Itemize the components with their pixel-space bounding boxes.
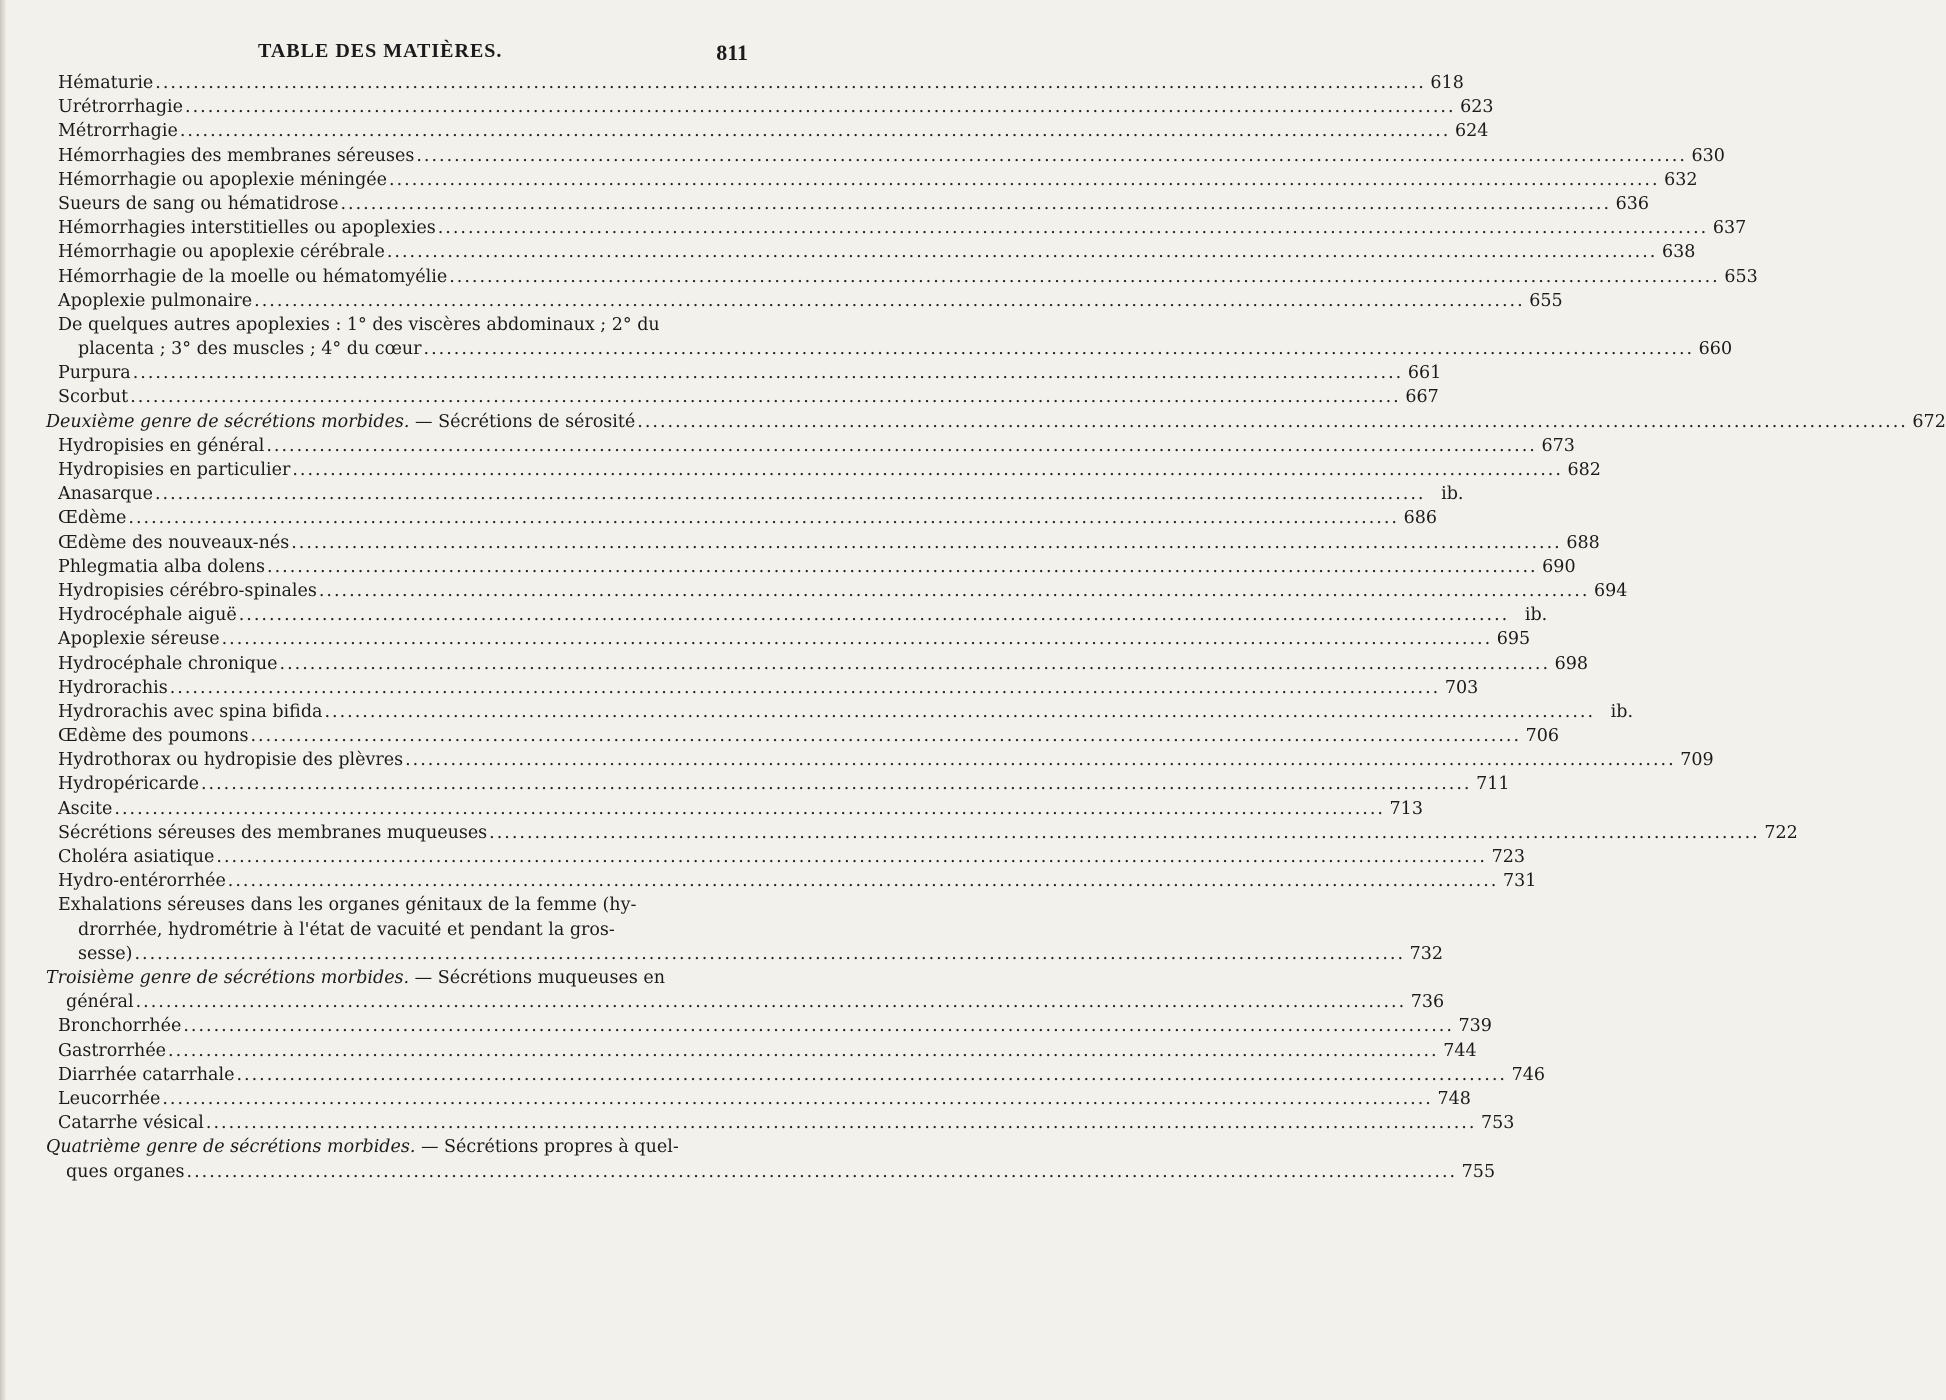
toc-genre-heading: Quatrième genre de sécrétions morbides. — Sécrétions propres à quel- ques organes ..... 755 [46, 1135, 751, 1183]
toc-entry: Œdème ..... 686 [58, 506, 751, 530]
toc-entry: Hydropisies en particulier ..... 682 [58, 458, 751, 482]
toc-entry: Hydropisies cérébro-spinales ..... 694 [58, 579, 751, 603]
toc-entry: Métrorrhagie ..... 624 [58, 119, 751, 143]
toc-entry: Hydropéricarde ..... 711 [58, 772, 751, 796]
toc-entry: Hémorrhagie ou apoplexie cérébrale ..... 638 [58, 240, 751, 264]
toc-entry: Hémorrhagie de la moelle ou hématomyélie ..... 653 [58, 265, 751, 289]
toc-entry: Ascite ..... 713 [58, 797, 751, 821]
toc-entry: Anasarque ..... ib. [58, 482, 751, 506]
toc-entry: Choléra asiatique ..... 723 [58, 845, 751, 869]
toc-entry: Gastrorrhée ..... 744 [58, 1039, 751, 1063]
table-of-contents [46, 71, 1946, 1184]
toc-entry: Scorbut ..... 667 [58, 385, 751, 409]
toc-entry: Hydrorachis ..... 703 [58, 676, 751, 700]
toc-entry: Œdème des nouveaux-nés ..... 688 [58, 531, 751, 555]
toc-entry-multiline: Exhalations séreuses dans les organes génitaux de la femme (hy- drorrhée, hydrométrie à l'état de vacuité et pendant la gros- sesse) ..... 732 [58, 893, 751, 966]
toc-entry: Urétrorrhagie ..... 623 [58, 95, 751, 119]
toc-entry: Hydrorachis avec spina bifida ..... ib. [58, 700, 751, 724]
toc-entry: Phlegmatia alba dolens ..... 690 [58, 555, 751, 579]
toc-entry-multiline: De quelques autres apoplexies : 1° des viscères abdominaux ; 2° du placenta ; 3° des muscles ; 4° du cœur ..... 660 [58, 313, 751, 361]
toc-entry: Hydrocéphale aiguë ..... ib. [58, 603, 751, 627]
toc-entry: Hémorrhagies des membranes séreuses ..... 630 [58, 144, 751, 168]
toc-entry: Apoplexie pulmonaire ..... 655 [58, 289, 751, 313]
toc-entry: Apoplexie séreuse ..... 695 [58, 627, 751, 651]
toc-entry: Hydropisies en général ..... 673 [58, 434, 751, 458]
toc-entry: Hydro-entérorrhée ..... 731 [58, 869, 751, 893]
toc-entry: Hémorrhagie ou apoplexie méningée ..... 632 [58, 168, 751, 192]
running-title: TABLE DES MATIÈRES. [258, 40, 503, 62]
page-number: 811 [716, 40, 748, 65]
page-edge [0, 0, 6, 1400]
toc-entry: Œdème des poumons ..... 706 [58, 724, 751, 748]
toc-entry: Sécrétions séreuses des membranes muqueuses ..... 722 [58, 821, 751, 845]
toc-entry: Hémorrhagies interstitielles ou apoplexies ..... 637 [58, 216, 751, 240]
toc-entry: Leucorrhée ..... 748 [58, 1087, 751, 1111]
toc-entry: Purpura ..... 661 [58, 361, 751, 385]
toc-entry: Catarrhe vésical ..... 753 [58, 1111, 751, 1135]
page-header [58, 40, 748, 70]
toc-entry: Hématurie ..... 618 [58, 71, 751, 95]
toc-entry: Hydrothorax ou hydropisie des plèvres ..... 709 [58, 748, 751, 772]
toc-entry: Sueurs de sang ou hématidrose ..... 636 [58, 192, 751, 216]
toc-entry: Hydrocéphale chronique ..... 698 [58, 652, 751, 676]
toc-genre-heading: Deuxième genre de sécrétions morbides. — Sécrétions de sérosité ..... 672 [46, 410, 751, 434]
toc-entry: Bronchorrhée ..... 739 [58, 1014, 751, 1038]
toc-genre-heading: Troisième genre de sécrétions morbides. — Sécrétions muqueuses en général ..... 736 [46, 966, 751, 1014]
toc-entry: Diarrhée catarrhale ..... 746 [58, 1063, 751, 1087]
